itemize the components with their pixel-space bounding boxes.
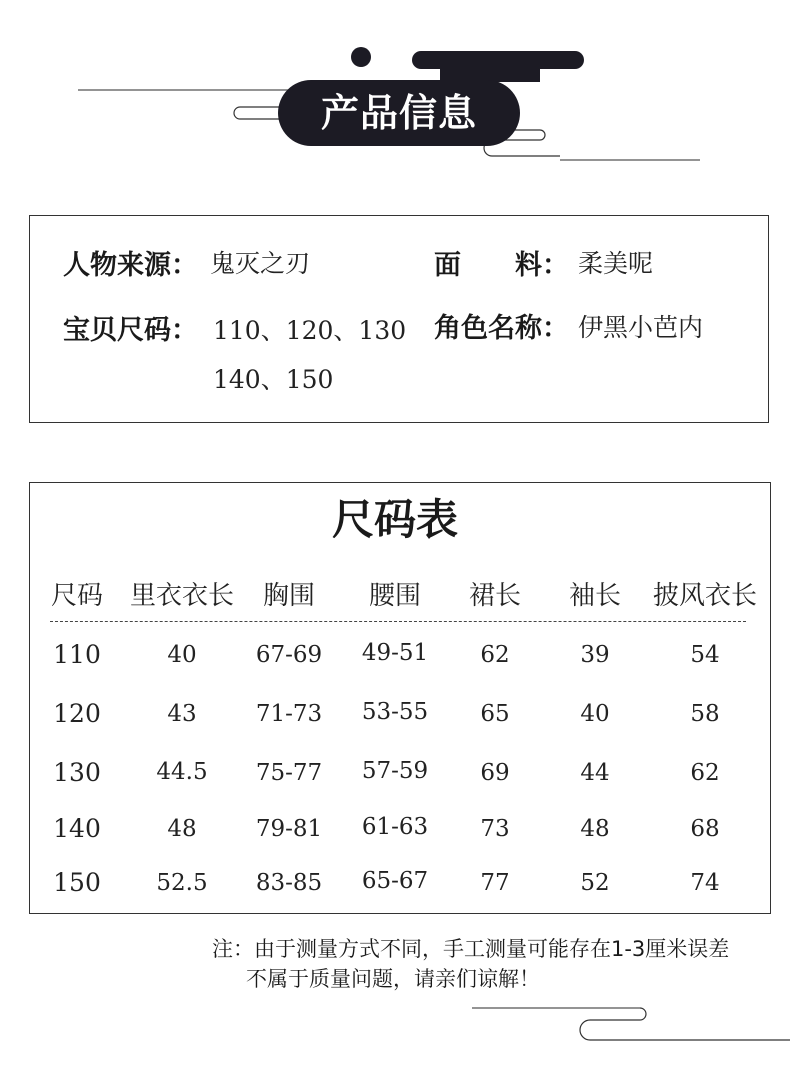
table-cell: 40 [580,701,610,727]
table-cell: 110 [53,640,101,669]
column-header-top-length: 里衣衣长 [129,581,235,611]
fabric-label: 面 料： [434,250,569,281]
table-cell: 83-85 [255,870,323,896]
table-cell: 44 [580,760,610,786]
table-cell: 74 [690,870,720,896]
table-cell: 44.5 [156,759,208,785]
table-cell: 43 [167,701,197,727]
table-cell: 68 [690,816,720,842]
table-cell: 67-69 [255,642,323,668]
table-cell: 79-81 [255,816,323,842]
column-header-cape-length: 披风衣长 [652,581,758,611]
table-cell: 48 [167,816,197,842]
table-cell: 61-63 [361,814,429,840]
column-header-skirt-length: 裙长 [468,581,522,611]
table-cell: 130 [53,758,101,787]
size-label: 宝贝尺码： [63,315,198,346]
note-line-1: 注：由于测量方式不同，手工测量可能存在1-3厘米误差 [212,937,730,961]
table-cell: 150 [53,868,101,897]
size-value-line1: 110、120、130 [213,316,407,345]
ornament-dot [351,47,371,67]
table-cell: 71-73 [255,701,323,727]
table-cell: 65 [480,701,510,727]
header-divider [50,621,746,622]
ornament-bar [412,51,584,69]
column-header-chest: 胸围 [262,581,316,611]
table-cell: 57-59 [361,758,429,784]
table-cell: 140 [53,814,101,843]
table-cell: 75-77 [255,760,323,786]
table-cell: 69 [480,760,510,786]
table-cell: 62 [480,642,510,668]
note-line-2: 不属于质量问题，请亲们谅解！ [246,967,540,991]
table-cell: 62 [690,760,720,786]
table-cell: 39 [580,642,610,668]
column-header-waist: 腰围 [368,581,422,611]
column-header-sleeve-length: 袖长 [568,581,622,611]
table-cell: 49-51 [361,640,429,666]
table-cell: 120 [53,699,101,728]
size-chart-title: 尺码表 [331,495,458,544]
table-cell: 48 [580,816,610,842]
table-cell: 54 [690,642,720,668]
fabric-value: 柔美呢 [578,249,654,278]
table-cell: 58 [690,701,720,727]
role-label: 角色名称： [434,313,569,344]
size-value-line2: 140、150 [213,365,334,394]
source-value: 鬼灭之刃 [210,249,311,278]
section-title-product-info: 产品信息 [278,80,520,146]
table-cell: 73 [480,816,510,842]
table-cell: 40 [167,642,197,668]
role-value: 伊黑小芭内 [578,313,704,342]
table-cell: 77 [480,870,510,896]
column-header-size: 尺码 [50,581,104,611]
source-label: 人物来源： [63,250,198,281]
table-cell: 52.5 [156,870,208,896]
footer-curl [580,1008,790,1040]
table-cell: 53-55 [361,699,429,725]
table-cell: 65-67 [361,868,429,894]
table-cell: 52 [580,870,610,896]
